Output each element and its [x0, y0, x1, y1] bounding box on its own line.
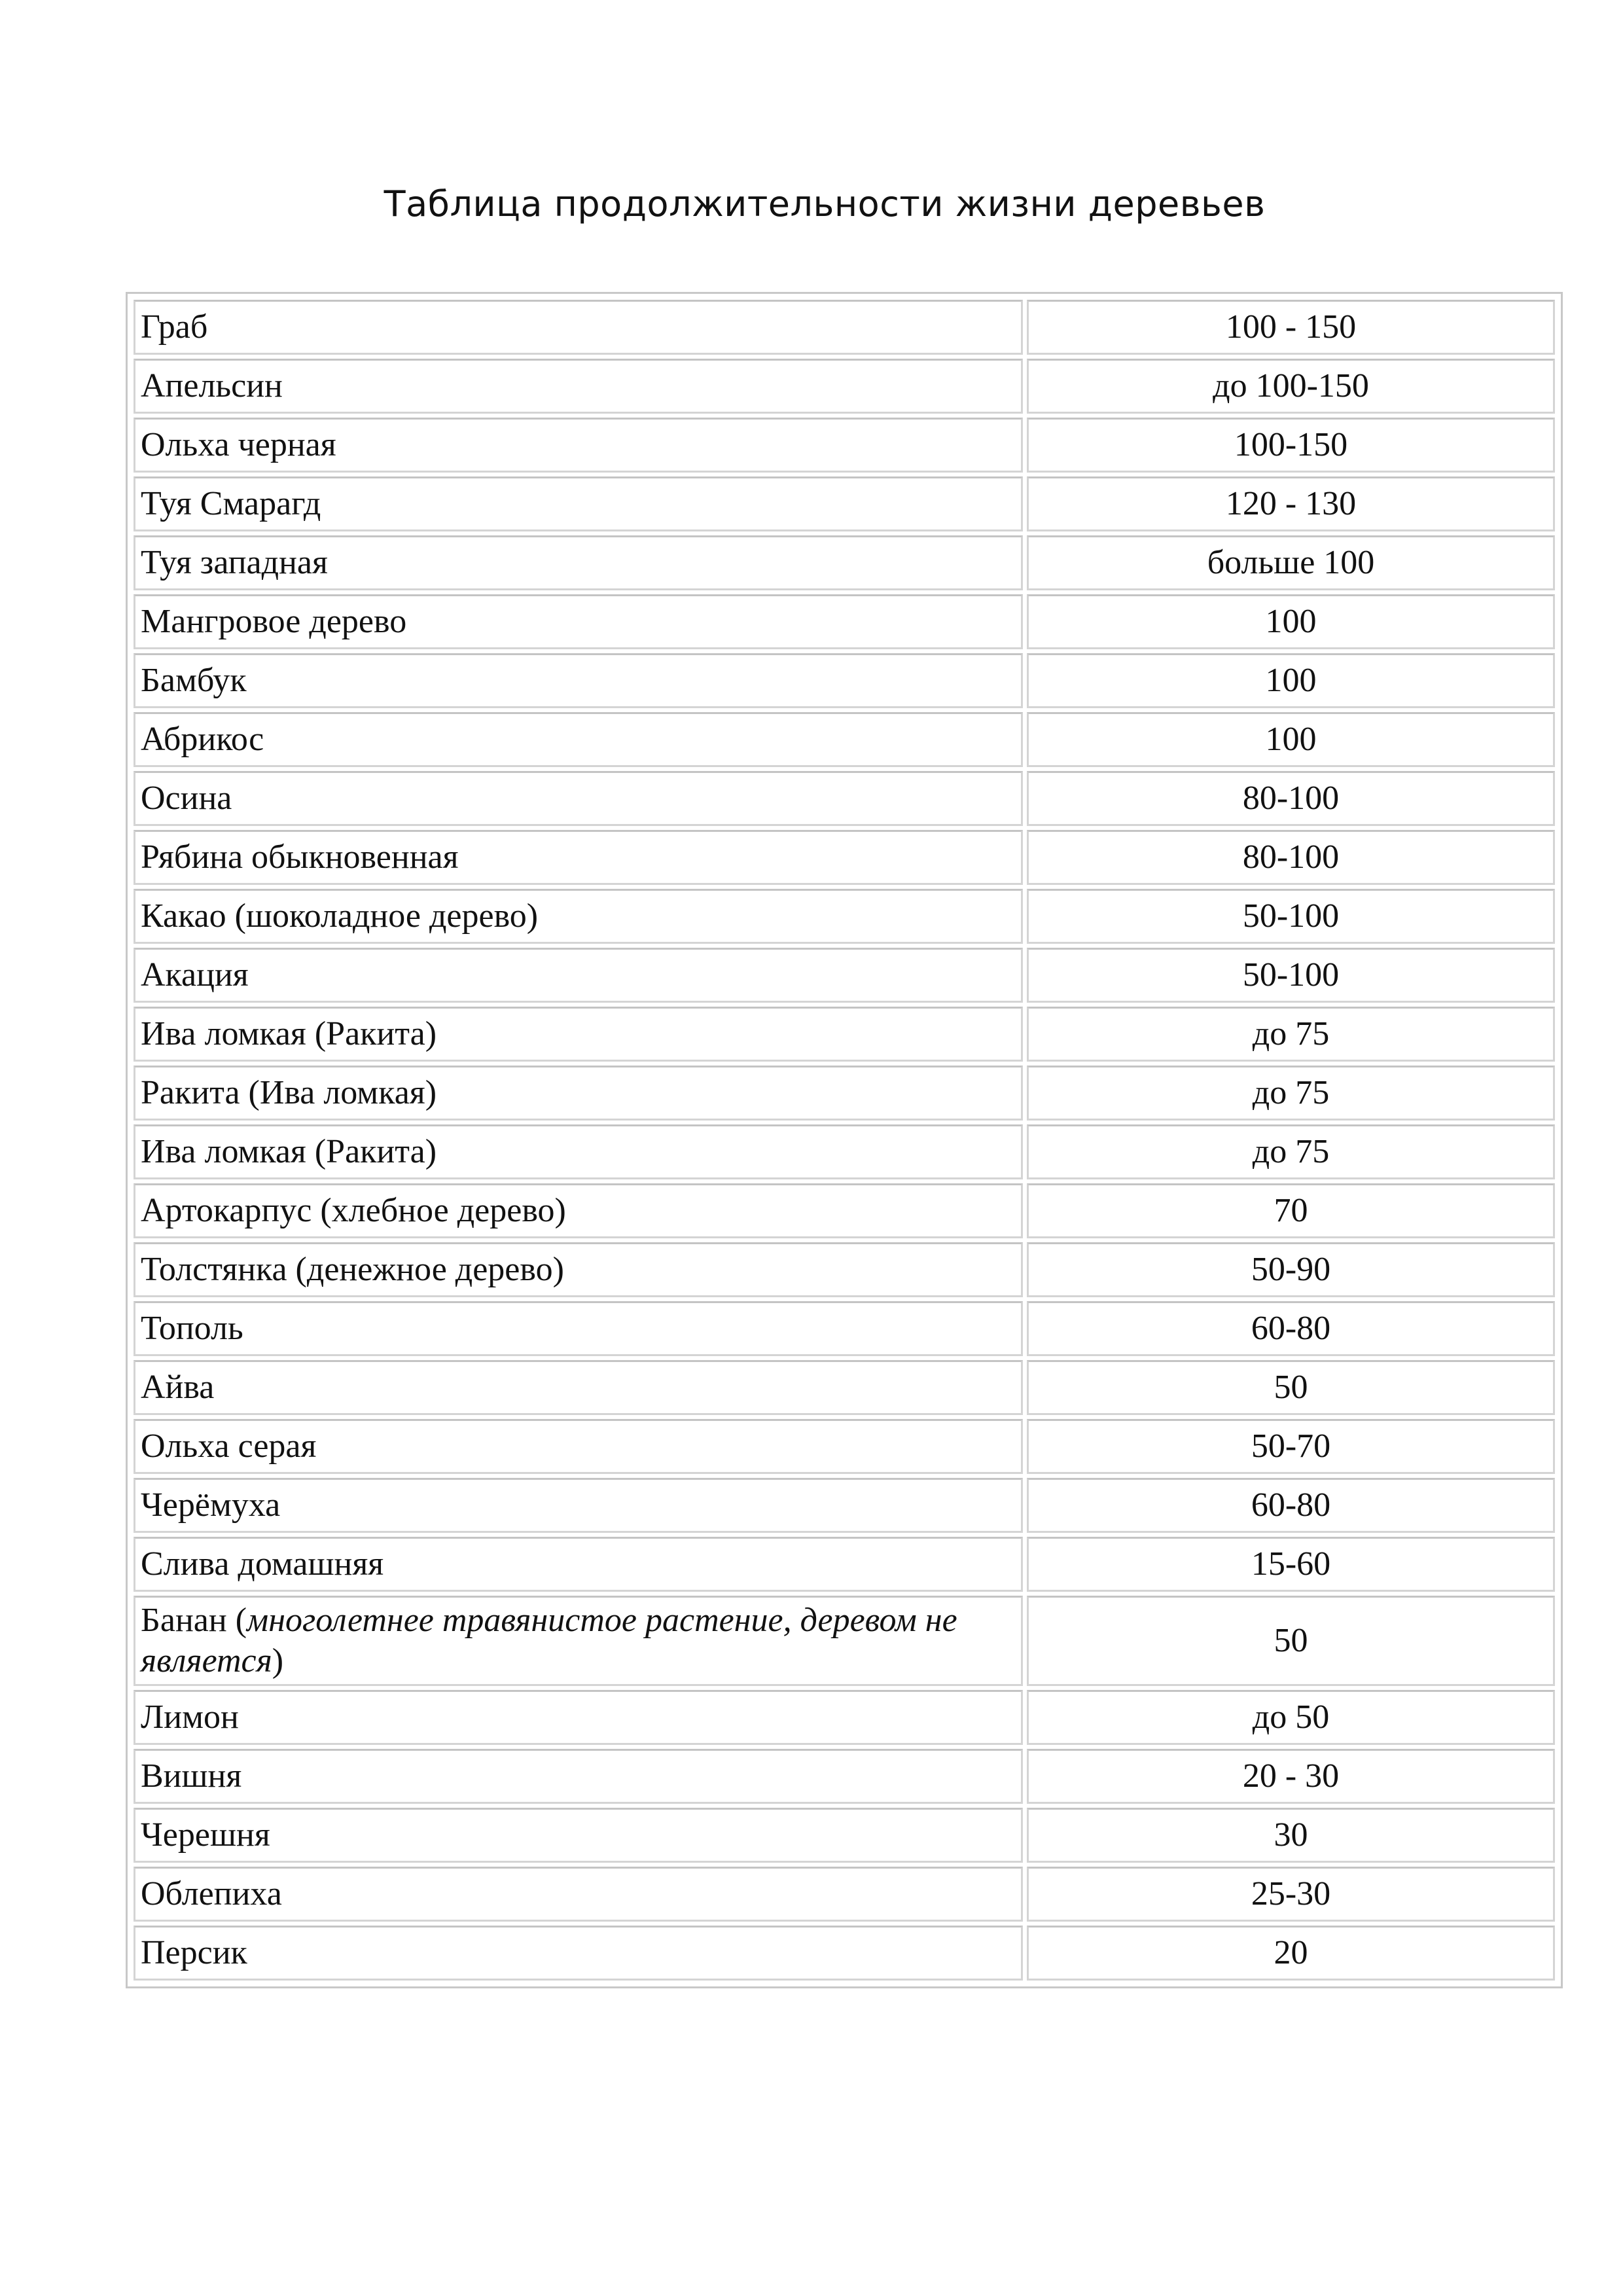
lifespan-cell: 100	[1027, 653, 1555, 708]
table-row	[134, 712, 1555, 767]
lifespan-cell: 60-80	[1027, 1301, 1555, 1356]
table-row	[134, 1867, 1555, 1922]
lifespan-cell: до 50	[1027, 1690, 1555, 1745]
tree-name-cell: Айва	[134, 1360, 1023, 1415]
lifespan-cell: 100-150	[1027, 418, 1555, 473]
table-row	[134, 594, 1555, 649]
lifespan-cell: 50-90	[1027, 1242, 1555, 1297]
tree-name-cell: Банан (многолетнее травянистое растение, деревом не является)	[134, 1596, 1023, 1686]
table-row	[134, 948, 1555, 1003]
table-row	[134, 1066, 1555, 1121]
lifespan-cell: 60-80	[1027, 1478, 1555, 1533]
lifespan-cell: 100	[1027, 594, 1555, 649]
tree-name-cell: Ольха серая	[134, 1419, 1023, 1474]
table-row	[134, 1749, 1555, 1804]
tree-name-cell: Абрикос	[134, 712, 1023, 767]
lifespan-cell: 80-100	[1027, 830, 1555, 885]
table-row	[134, 359, 1555, 414]
lifespan-cell: 80-100	[1027, 771, 1555, 826]
lifespan-table	[126, 292, 1563, 1988]
table-row	[134, 418, 1555, 473]
tree-name-cell: Толстянка (денежное дерево)	[134, 1242, 1023, 1297]
table-row	[134, 1007, 1555, 1062]
table-row	[134, 771, 1555, 826]
tree-name-cell: Черешня	[134, 1808, 1023, 1863]
table-row	[134, 889, 1555, 944]
tree-name-cell: Слива домашняя	[134, 1537, 1023, 1592]
lifespan-cell: 50-100	[1027, 889, 1555, 944]
lifespan-cell: 120 - 130	[1027, 476, 1555, 531]
tree-name-cell: Лимон	[134, 1690, 1023, 1745]
tree-name-cell: Туя Смарагд	[134, 476, 1023, 531]
lifespan-cell: 50	[1027, 1596, 1555, 1686]
table-row	[134, 830, 1555, 885]
table-row	[134, 1301, 1555, 1356]
tree-name: Банан	[141, 1602, 227, 1639]
lifespan-cell: 20	[1027, 1926, 1555, 1981]
table-row	[134, 1596, 1555, 1686]
tree-name-cell: Акация	[134, 948, 1023, 1003]
tree-name-cell: Вишня	[134, 1749, 1023, 1804]
lifespan-cell: 50-70	[1027, 1419, 1555, 1474]
tree-name-cell: Бамбук	[134, 653, 1023, 708]
table-row	[134, 1124, 1555, 1179]
tree-name-cell: Апельсин	[134, 359, 1023, 414]
lifespan-cell: до 100-150	[1027, 359, 1555, 414]
table-row	[134, 1242, 1555, 1297]
tree-note: многолетнее травянистое растение, деревом не является	[141, 1602, 957, 1679]
tree-name-cell: Черёмуха	[134, 1478, 1023, 1533]
lifespan-cell: 50	[1027, 1360, 1555, 1415]
table-row	[134, 1808, 1555, 1863]
lifespan-cell: 25-30	[1027, 1867, 1555, 1922]
tree-name-cell: Персик	[134, 1926, 1023, 1981]
table-row	[134, 1419, 1555, 1474]
lifespan-cell: до 75	[1027, 1066, 1555, 1121]
table-row	[134, 1926, 1555, 1981]
page-title: Таблица продолжительности жизни деревьев	[383, 183, 1266, 224]
tree-name-cell: Туя западная	[134, 535, 1023, 590]
table-row	[134, 535, 1555, 590]
tree-name-cell: Ракита (Ива ломкая)	[134, 1066, 1023, 1121]
lifespan-cell: 50-100	[1027, 948, 1555, 1003]
lifespan-cell: до 75	[1027, 1007, 1555, 1062]
tree-name-cell: Облепиха	[134, 1867, 1023, 1922]
tree-name-cell: Осина	[134, 771, 1023, 826]
table-row	[134, 476, 1555, 531]
table-row	[134, 1183, 1555, 1238]
lifespan-cell: 100 - 150	[1027, 300, 1555, 355]
tree-name-cell: Тополь	[134, 1301, 1023, 1356]
tree-name-cell: Рябина обыкновенная	[134, 830, 1023, 885]
lifespan-cell: 30	[1027, 1808, 1555, 1863]
tree-name-cell: Ива ломкая (Ракита)	[134, 1007, 1023, 1062]
table-row	[134, 1478, 1555, 1533]
table-row	[134, 300, 1555, 355]
tree-name-cell: Какао (шоколадное дерево)	[134, 889, 1023, 944]
tree-name-cell: Ольха черная	[134, 418, 1023, 473]
tree-name-cell: Мангровое дерево	[134, 594, 1023, 649]
lifespan-cell: 20 - 30	[1027, 1749, 1555, 1804]
lifespan-cell: больше 100	[1027, 535, 1555, 590]
table-row	[134, 1537, 1555, 1592]
table-row	[134, 653, 1555, 708]
tree-name-cell: Граб	[134, 300, 1023, 355]
table-row	[134, 1690, 1555, 1745]
tree-name-cell: Артокарпус (хлебное дерево)	[134, 1183, 1023, 1238]
lifespan-cell: 100	[1027, 712, 1555, 767]
lifespan-cell: 70	[1027, 1183, 1555, 1238]
lifespan-cell: 15-60	[1027, 1537, 1555, 1592]
tree-name-cell: Ива ломкая (Ракита)	[134, 1124, 1023, 1179]
table-row	[134, 1360, 1555, 1415]
lifespan-cell: до 75	[1027, 1124, 1555, 1179]
